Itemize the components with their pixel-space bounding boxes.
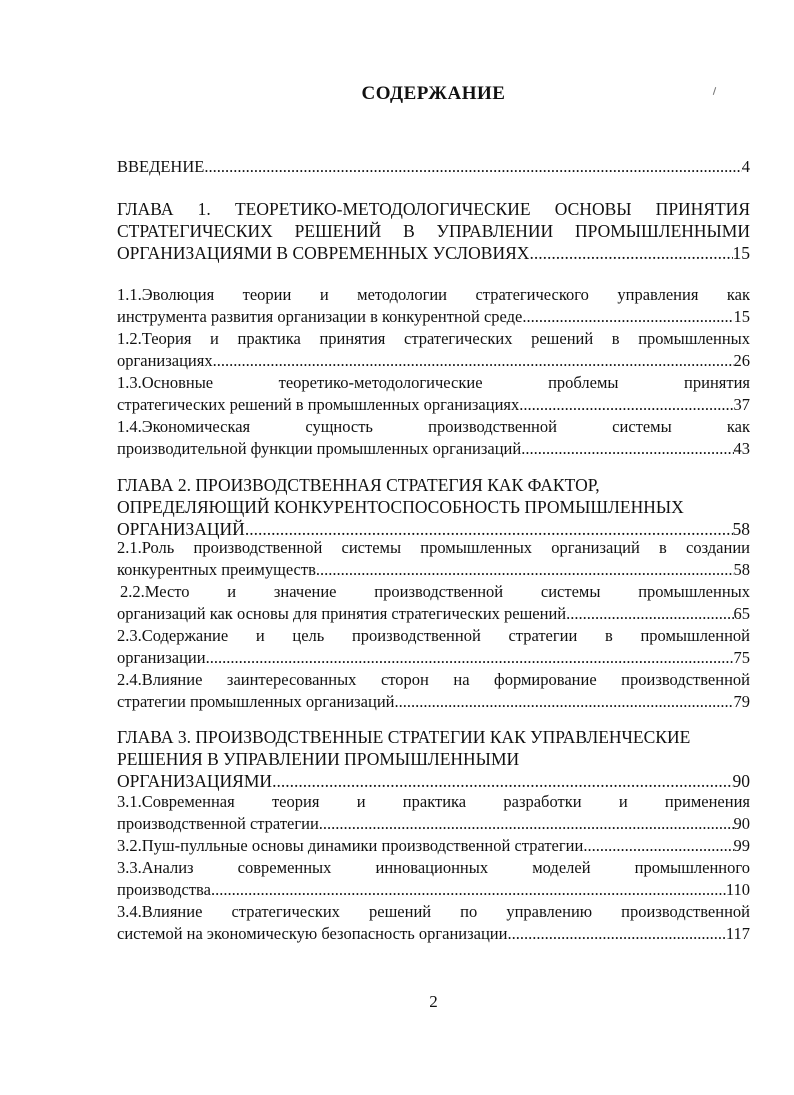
toc-chapter-1 (117, 198, 750, 264)
toc-entry-text: организации (117, 648, 206, 667)
toc-entry-section-3-3[interactable] (117, 879, 750, 901)
toc-entry-text: организаций как основы для принятия стратегических решений (117, 604, 567, 623)
toc-entry-text: ОРГАНИЗАЦИЙ (117, 519, 245, 539)
toc-entry-page: 4 (741, 157, 750, 176)
toc-entry-text: организациях (117, 351, 213, 370)
section-line: 2.3.Содержание и цель производственной стратегии в промышленной (117, 626, 750, 645)
dot-leader (522, 306, 733, 328)
toc-entry-section-3-4[interactable] (117, 923, 750, 945)
section-line: 1.2.Теория и практика принятия стратегических решений в промышленных (117, 329, 750, 348)
toc-entry-chapter-1[interactable] (117, 242, 750, 264)
section-line: 1.1.Эволюция теории и методологии стратегического управления как (117, 285, 750, 304)
toc-entry-section-3-2[interactable] (117, 835, 750, 857)
toc-entry-page: 90 (733, 814, 750, 833)
dot-leader (211, 879, 726, 901)
dot-leader (583, 835, 733, 857)
dot-leader (206, 647, 734, 669)
section-line: 3.1.Современная теория и практика разработки и применения (117, 792, 750, 811)
section-line: 1.4.Экономическая сущность производственной системы как (117, 417, 750, 436)
toc-entry-text: системой на экономическую безопасность организации (117, 924, 508, 943)
toc-entry-page: 110 (725, 880, 750, 899)
page-number: 2 (429, 992, 438, 1011)
dot-leader (519, 394, 733, 416)
toc-entry-section-2-2[interactable] (117, 603, 750, 625)
toc-intro (117, 156, 750, 178)
toc-entry-text: ВВЕДЕНИЕ (117, 157, 205, 176)
toc-entry-section-1-2[interactable] (117, 350, 750, 372)
chapter-heading-line: ГЛАВА 3. ПРОИЗВОДСТВЕННЫЕ СТРАТЕГИИ КАК УПРАВЛЕНЧЕСКИЕ (117, 727, 691, 747)
toc-entry-page: 75 (733, 648, 750, 667)
dot-leader (507, 923, 725, 945)
chapter-heading-line: ГЛАВА 1. ТЕОРЕТИКО-МЕТОДОЛОГИЧЕСКИЕ ОСНОВЫ ПРИНЯТИЯ (117, 199, 750, 219)
chapter-heading-line: ГЛАВА 2. ПРОИЗВОДСТВЕННАЯ СТРАТЕГИЯ КАК ФАКТОР, (117, 475, 600, 495)
toc-entry-text: конкурентных преимуществ (117, 560, 316, 579)
section-line: 2.4.Влияние заинтересованных сторон на формирование производственной (117, 670, 750, 689)
toc-entry-section-1-1[interactable] (117, 306, 750, 328)
toc-entry-page: 15 (733, 307, 750, 326)
chapter-heading-line: СТРАТЕГИЧЕСКИХ РЕШЕНИЙ В УПРАВЛЕНИИ ПРОМЫШЛЕННЫМИ (117, 221, 750, 241)
toc-entry-page: 99 (733, 836, 750, 855)
dot-leader (204, 156, 741, 178)
dot-leader (566, 603, 733, 625)
toc-entry-text: производственной стратегии (117, 814, 319, 833)
toc-entry-page: 15 (732, 243, 750, 263)
dot-leader (213, 350, 734, 372)
toc-entry-chapter-3[interactable] (117, 770, 750, 792)
toc-chapter-2-sections (117, 537, 750, 713)
document-page (117, 0, 750, 1095)
toc-entry-intro[interactable] (117, 156, 750, 178)
toc-entry-page: 37 (733, 395, 750, 414)
section-line: 2.2.Место и значение производственной системы промышленных (120, 582, 750, 601)
chapter-heading-line: РЕШЕНИЯ В УПРАВЛЕНИИ ПРОМЫШЛЕННЫМИ (117, 749, 520, 769)
toc-entry-section-1-3[interactable] (117, 394, 750, 416)
toc-entry-page: 43 (733, 439, 750, 458)
toc-entry-section-2-3[interactable] (117, 647, 750, 669)
toc-chapter-2 (117, 474, 750, 540)
toc-entry-page: 117 (725, 924, 750, 943)
dot-leader (394, 691, 733, 713)
toc-entry-section-2-1[interactable] (117, 559, 750, 581)
page-title: СОДЕРЖАНИЕ (361, 83, 506, 104)
toc-entry-section-2-4[interactable] (117, 691, 750, 713)
section-line: 3.3.Анализ современных инновационных моделей промышленного (117, 858, 750, 877)
toc-entry-text: стратегии промышленных организаций (117, 692, 395, 711)
toc-entry-text: инструмента развития организации в конкурентной среде (117, 307, 523, 326)
toc-entry-page: 65 (733, 604, 750, 623)
dot-leader (316, 559, 734, 581)
toc-chapter-1-sections (117, 284, 750, 460)
dot-leader (319, 813, 734, 835)
dot-leader (521, 438, 733, 460)
chapter-heading-line: ОПРЕДЕЛЯЮЩИЙ КОНКУРЕНТОСПОСОБНОСТЬ ПРОМЫШЛЕННЫХ (117, 497, 684, 517)
toc-entry-page: 79 (733, 692, 750, 711)
toc-entry-text: производства (117, 880, 211, 899)
toc-chapter-3-sections (117, 791, 750, 945)
section-line: 3.4.Влияние стратегических решений по управлению производственной (117, 902, 750, 921)
toc-entry-text: 3.2.Пуш-пулльные основы динамики производственной стратегии (117, 836, 584, 855)
toc-entry-text: ОРГАНИЗАЦИЯМИ (117, 771, 273, 791)
toc-entry-page: 26 (733, 351, 750, 370)
toc-entry-page: 58 (733, 560, 750, 579)
toc-entry-text: производительной функции промышленных организаций (117, 439, 522, 458)
toc-entry-page: 58 (732, 519, 750, 539)
toc-entry-page: 90 (732, 771, 750, 791)
toc-entry-section-1-4[interactable] (117, 438, 750, 460)
section-line: 1.3.Основные теоретико-методологические проблемы принятия (117, 373, 750, 392)
toc-chapter-3 (117, 726, 750, 792)
toc-entry-text: ОРГАНИЗАЦИЯМИ В СОВРЕМЕННЫХ УСЛОВИЯХ (117, 243, 530, 263)
toc-entry-text: стратегических решений в промышленных организациях (117, 395, 520, 414)
dot-leader (272, 770, 732, 792)
section-line: 2.1.Роль производственной системы промышленных организаций в создании (117, 538, 750, 557)
dot-leader (529, 242, 732, 264)
toc-entry-section-3-1[interactable] (117, 813, 750, 835)
